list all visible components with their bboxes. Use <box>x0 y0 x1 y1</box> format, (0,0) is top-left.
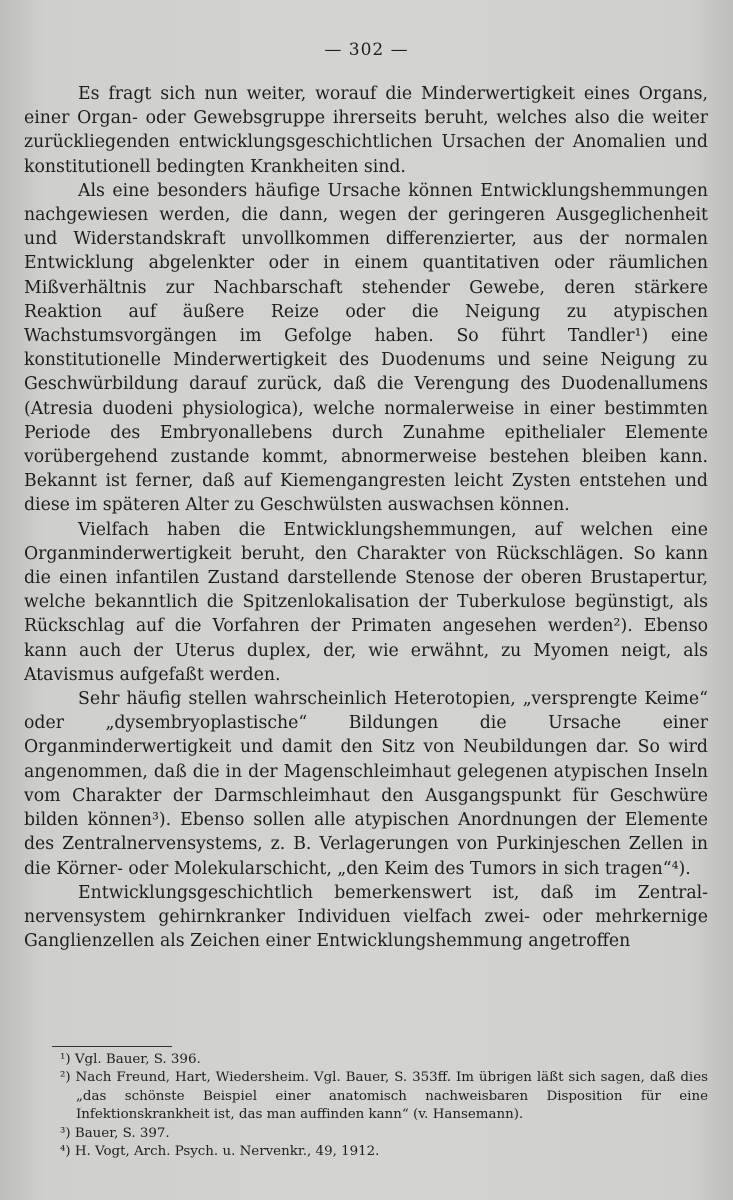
paragraph-5: Entwicklungsgeschichtlich bemerkenswert ist, daß im Zentralnervensystem gehirnkranker Individuen vielfach zwei- oder mehrkernige Ganglienzellen als Zeichen einer Entwicklungshemmung angetroffen <box>24 882 708 952</box>
paragraph-4: Sehr häufig stellen wahrscheinlich Heterotopien, „versprengte Keime“ oder „dysembryoplastische“ Bildungen die Ursache einer Organminderwertigkeit und damit den Sitz von Neubildungen dar. So wird angenommen, daß die in der Magenschleimhaut gelegenen atypischen Inseln vom Charakter der Darmschleimhaut den Ausgangspunkt für Geschwüre bilden können³). Ebenso sollen alle atypischen Anordnungen der Elemente des Zentralnervensystems, z. B. Verlagerungen von Purkinjeschen Zellen in die Körner- oder Molekularschicht, „den Keim des Tumors in sich tragen“⁴). <box>24 689 708 879</box>
page-number: — 302 — <box>324 40 409 60</box>
footnote-1: ¹) Vgl. Bauer, S. 396. <box>60 1052 201 1067</box>
paragraph-2: Als eine besonders häufige Ursache können Entwicklungshemmungen nachgewiesen werden, die dann, wegen der geringeren Ausgeglichenheit und Widerstandskraft unvollkommen differenzierter, aus der normalen Entwicklung abgelenkter oder in einem quantitativen oder räumlichen Mißverhältnis zur Nachbarschaft stehender Gewebe, deren stärkere Reaktion auf äußere Reize oder die Neigung zu atypischen Wachstumsvorgängen im Gefolge haben. So führt Tandler¹) eine konstitutionelle Minderwertigkeit des Duodenums und seine Neigung zu Geschwürbildung darauf zurück, daß die Verengung des Duodenallumens (Atresia duodeni physiologica), welche normalerweise in einer bestimmten Periode des Embryonallebens durch Zunahme epithelialer Elemente vorübergehend zustande kommt, abnormerweise bestehen bleiben kann. Bekannt ist ferner, daß auf Kiemengangresten leicht Zysten entstehen und diese im späteren Alter zu Geschwülsten auswachsen können. <box>24 180 708 516</box>
footnote-4: ⁴) H. Vogt, Arch. Psych. u. Nervenkr., 49, 1912. <box>60 1144 380 1160</box>
paragraph-1: Es fragt sich nun weiter, worauf die Minderwertigkeit eines Organs, einer Organ- oder Gewebsgruppe ihrerseits beruht, welches also die weiter zurückliegenden entwicklungsgeschichtlichen Ursachen der Anomalien und konstitutionell bedingten Krankheiten sind. <box>24 84 708 177</box>
paragraph-3: Vielfach haben die Entwicklungshemmungen, auf welchen eine Organminderwertigkeit beruht, den Charakter von Rückschlägen. So kann die einen infantilen Zustand darstellende Stenose der oberen Brustapertur, welche bekanntlich die Spitzenlokalisation der Tuberkulose begünstigt, als Rückschlag auf die Vorfahren der Primaten angesehen werden²). Ebenso kann auch der Uterus duplex, der, wie erwähnt, zu Myomen neigt, als Atavismus aufgefaßt werden. <box>24 519 708 685</box>
footnote-3: ³) Bauer, S. 397. <box>60 1125 170 1141</box>
main-text <box>24 82 708 953</box>
footnote-divider <box>52 1046 172 1047</box>
footnotes <box>24 1051 708 1161</box>
footnote-2: ²) Nach Freund, Hart, Wiedersheim. Vgl. Bauer, S. 353ff. Im übrigen läßt sich sagen, daß dies „das schönste Beispiel einer anatomisch nachweisbaren Disposition für eine Infektionskrankheit ist, das man auffinden kann“ (v. Hansemann). <box>60 1070 708 1123</box>
